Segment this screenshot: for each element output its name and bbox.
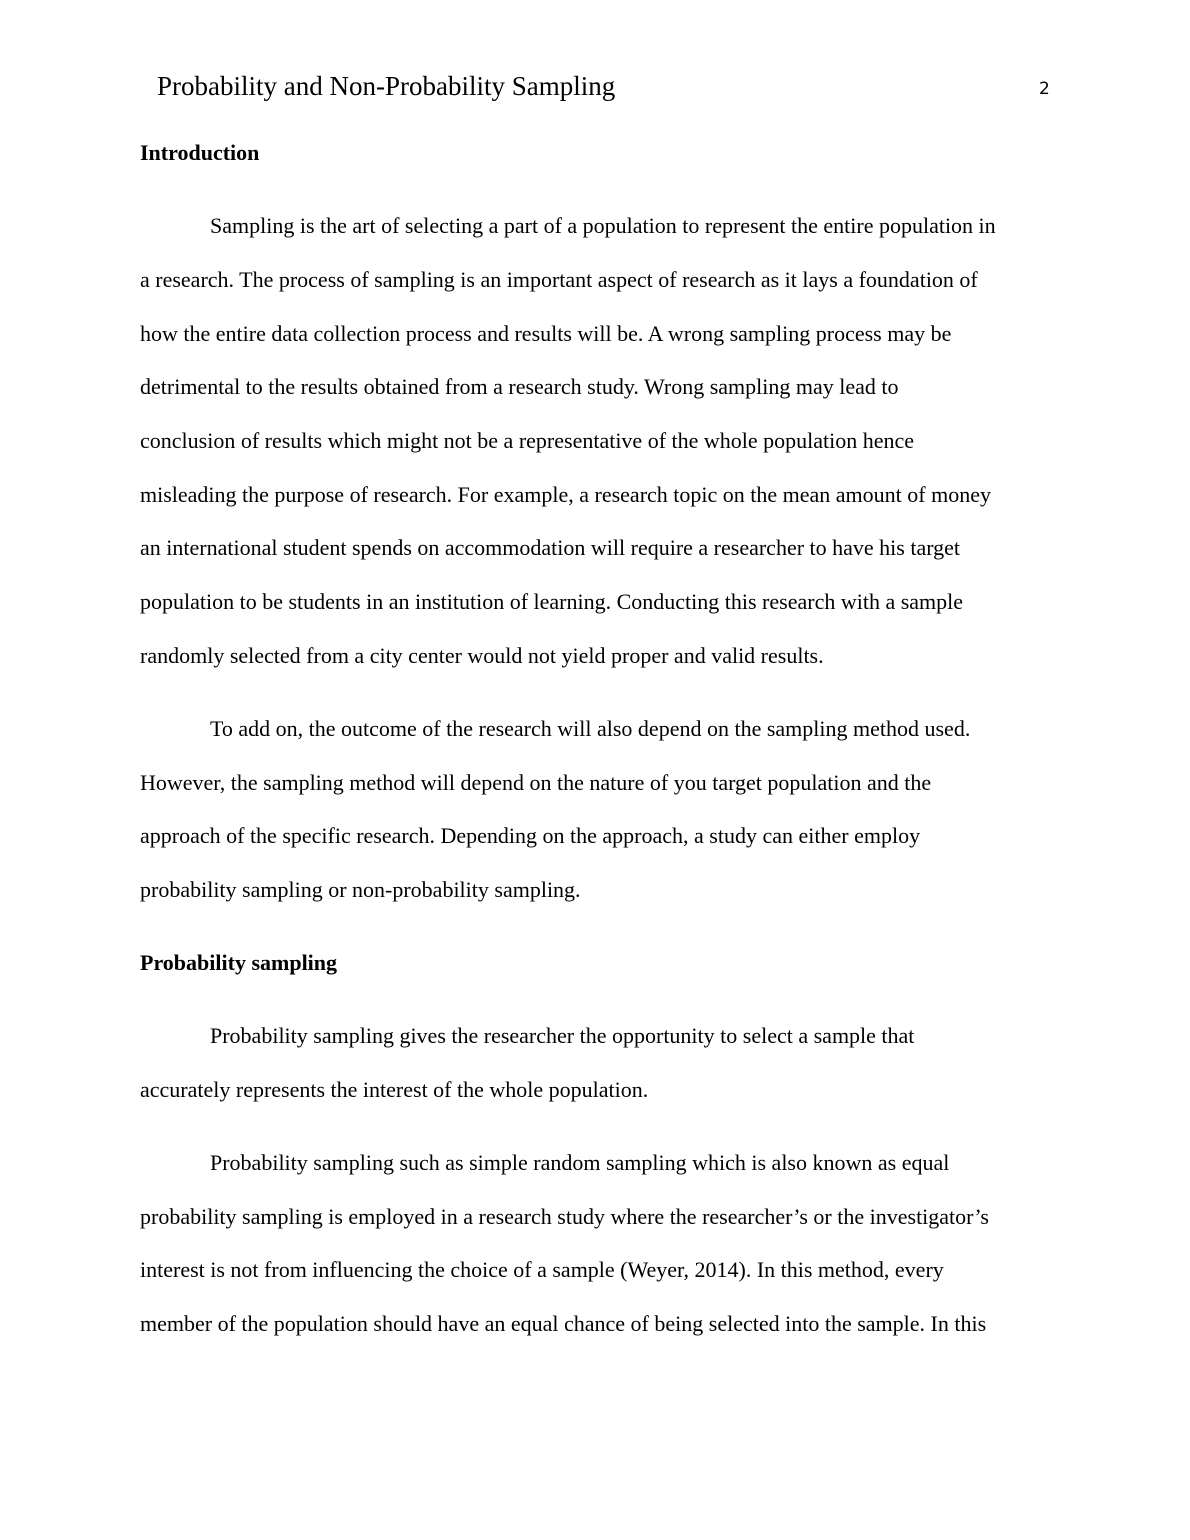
text-line: an international student spends on accommodation will require a researcher to have his target (140, 535, 961, 560)
text-line: accurately represents the interest of the whole population. (140, 1077, 649, 1102)
section-heading-probability-sampling: Probability sampling (140, 950, 338, 975)
text-line: member of the population should have an equal chance of being selected into the sample. In this (140, 1311, 987, 1336)
text-line: population to be students in an institution of learning. Conducting this research with a sample (140, 589, 964, 614)
running-head: Probability and Non-Probability Sampling (157, 71, 616, 101)
text-line: misleading the purpose of research. For example, a research topic on the mean amount of money (140, 482, 991, 507)
text-line: detrimental to the results obtained from a research study. Wrong sampling may lead to (140, 374, 899, 399)
text-line: To add on, the outcome of the research will also depend on the sampling method used. (210, 716, 971, 741)
text-line: probability sampling or non-probability sampling. (140, 877, 581, 902)
text-line: However, the sampling method will depend on the nature of you target population and the (140, 770, 932, 795)
text-line: Probability sampling gives the researcher the opportunity to select a sample that (210, 1023, 915, 1048)
text-line: Probability sampling such as simple random sampling which is also known as equal (210, 1150, 950, 1175)
text-line: interest is not from influencing the choice of a sample (Weyer, 2014). In this method, every (140, 1257, 944, 1282)
text-line: randomly selected from a city center would not yield proper and valid results. (140, 643, 824, 668)
text-line: approach of the specific research. Depending on the approach, a study can either employ (140, 823, 921, 848)
text-line: probability sampling is employed in a research study where the researcher’s or the investigator’s (140, 1204, 989, 1229)
section-heading-introduction: Introduction (140, 140, 260, 165)
page-number: 2 (1039, 79, 1050, 99)
text-line: how the entire data collection process and results will be. A wrong sampling process may be (140, 321, 952, 346)
text-line: conclusion of results which might not be a representative of the whole population hence (140, 428, 915, 453)
text-line: Sampling is the art of selecting a part of a population to represent the entire population in (210, 213, 996, 238)
text-line: a research. The process of sampling is an important aspect of research as it lays a foundation of (140, 267, 978, 292)
